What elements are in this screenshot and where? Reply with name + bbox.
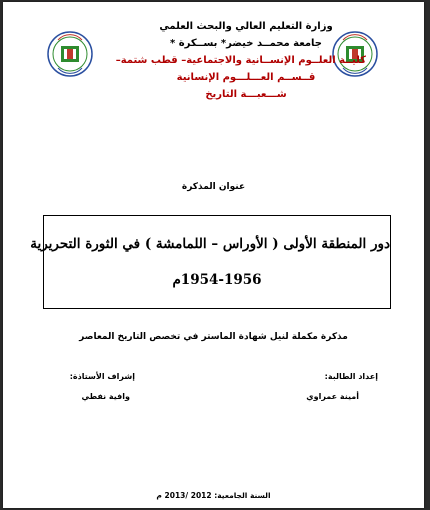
section-name: شـــعبـــة التاريخ (205, 89, 287, 100)
thesis-title: دور المنطقة الأولى ( الأوراس – اللمامشة ) في الثورة التحريرية (30, 236, 390, 252)
student-name: أمينة عمراوي (306, 392, 359, 401)
subject-label: عنوان المذكرة (181, 182, 246, 192)
institution-header (115, 18, 366, 103)
thesis-years: 1954-1956م (172, 272, 262, 288)
ministry-name: وزارة التعليم العالي والبحث العلمي (159, 21, 333, 32)
supervisor-name: وافية نفطي (81, 392, 130, 401)
faculty-name: كليــة العلــوم الإنســانية والاجتماعية– قطب شتمة– (115, 55, 366, 66)
academic-year: السنة الجامعية: 2012 /2013 م (156, 491, 271, 500)
supervisor-label: إشراف الأستاذة: (69, 372, 135, 381)
university-name: جامعة محمــد خيضر* بســكرة * (169, 38, 323, 49)
document-page (3, 2, 424, 508)
thesis-description: مذكرة مكملة لنيل شهادة الماستر في تخصص التاريخ المعاصر (79, 332, 348, 342)
title-box (30, 215, 391, 309)
department-name: قــســم العـــلـــوم الإنسانية (176, 72, 316, 83)
student-label: إعداد الطالبة: (324, 372, 378, 381)
university-logo-left (46, 30, 94, 78)
